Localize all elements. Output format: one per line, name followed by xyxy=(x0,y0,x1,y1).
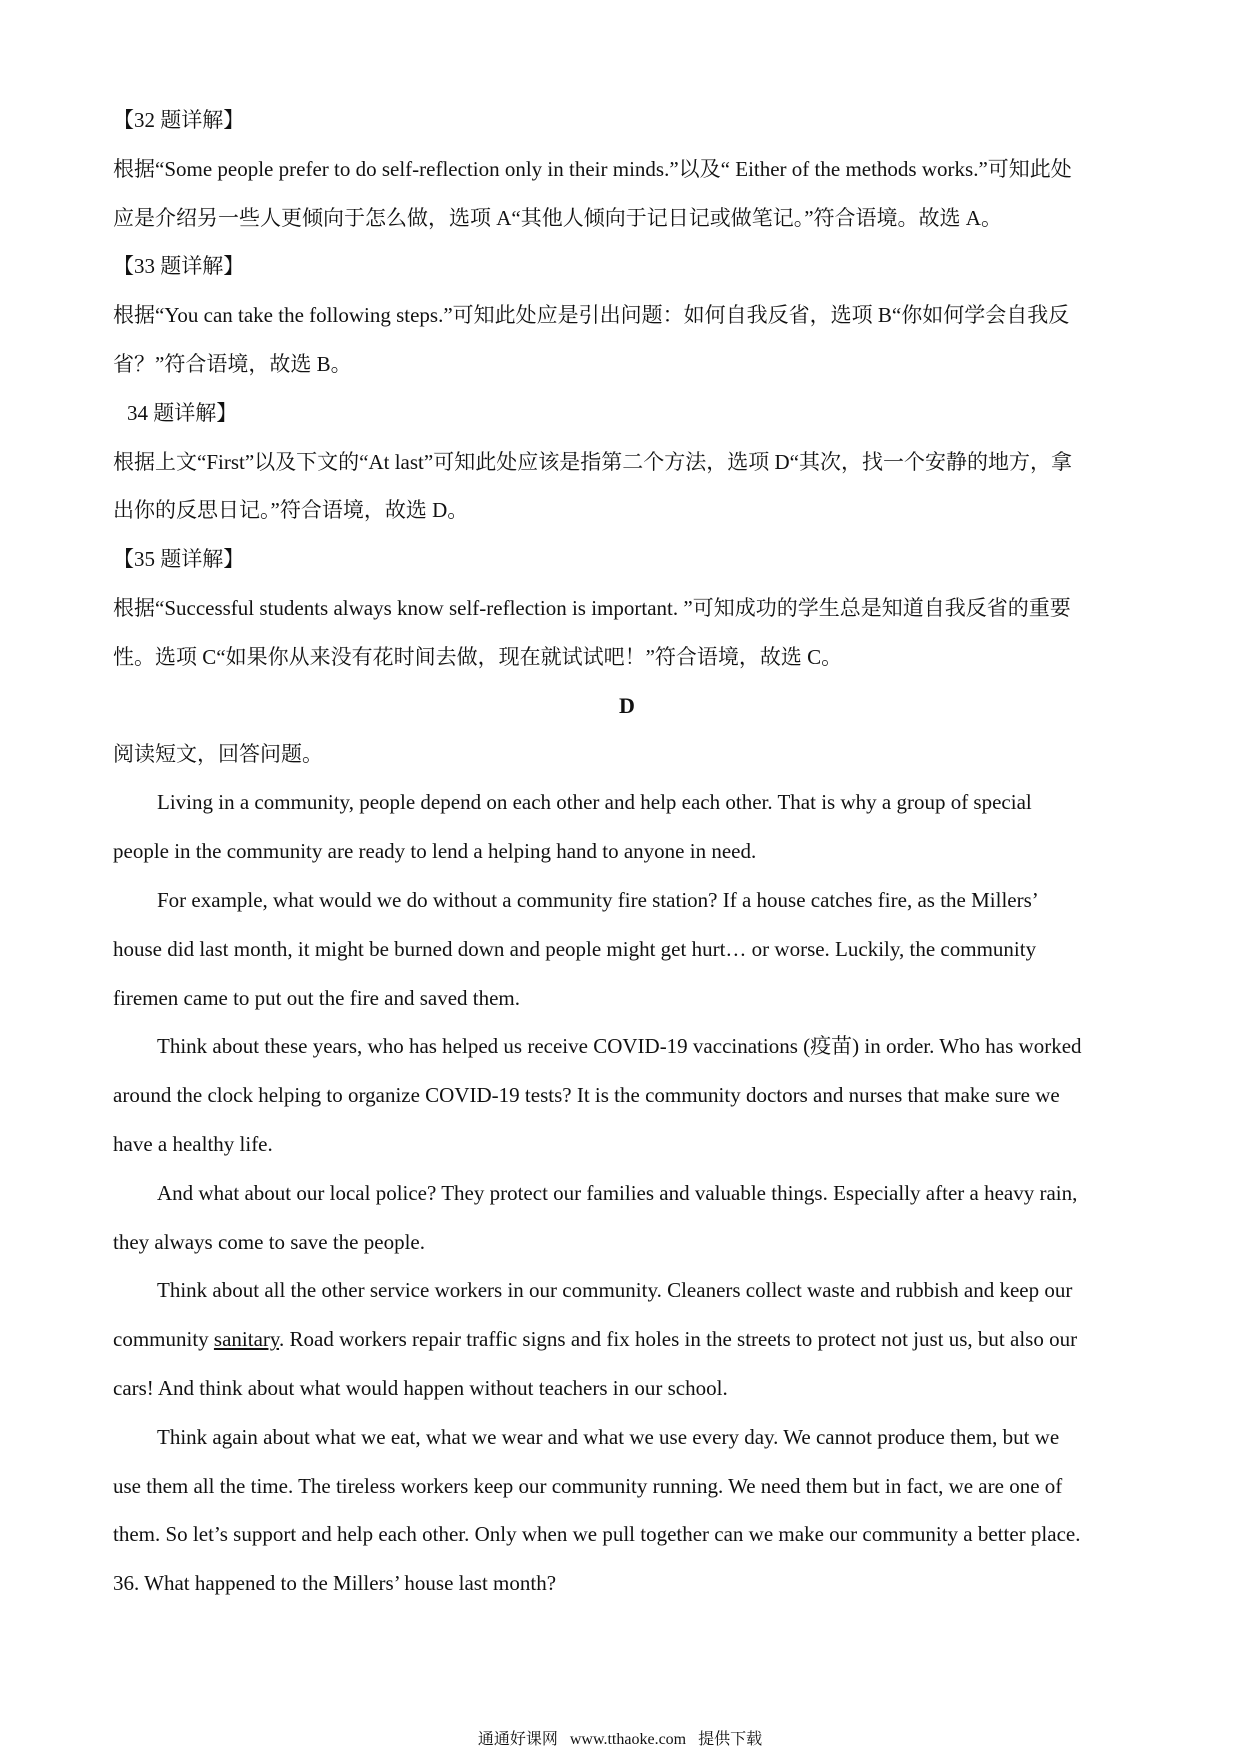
q34-explanation xyxy=(113,389,1123,535)
passage-line: For example, what would we do without a community fire station? If a house catches fire, as the Millers’ xyxy=(157,887,1039,912)
page-footer xyxy=(0,1730,1240,1750)
q34-line-2: 出你的反思日记。”符合语境，故选 D。 xyxy=(113,498,469,523)
passage-line: use them all the time. The tireless workers keep our community running. We need them but in fact, we are one of xyxy=(113,1473,1063,1498)
passage-line: Think about all the other service workers in our community. Cleaners collect waste and rubbish and keep our xyxy=(157,1278,1073,1303)
passage-line: Think about these years, who has helped us receive COVID-19 vaccinations (疫苗) in order. Who has worked xyxy=(157,1034,1082,1059)
q33-explanation xyxy=(113,242,1123,388)
underlined-word-sanitary: sanitary xyxy=(213,1327,280,1352)
q35-heading: 【35 题详解】 xyxy=(113,547,245,572)
q35-explanation xyxy=(113,535,1123,681)
q33-line-1: 根据“You can take the following steps.”可知此处应是引出问题：如何自我反省，选项 B“你如何学会自我反 xyxy=(113,303,1070,328)
footer-note: 提供下载 xyxy=(698,1731,763,1748)
passage-paragraph-1 xyxy=(113,778,1123,876)
q32-heading: 【32 题详解】 xyxy=(113,108,245,132)
passage-line: house did last month, it might be burned down and people might get hurt… or worse. Luckily, the community xyxy=(113,936,1037,961)
q32-line-1: 根据“Some people prefer to do self-reflection only in their minds.”以及“ Either of the methods works.”可知此处 xyxy=(113,156,1072,181)
passage-line: people in the community are ready to lend a helping hand to anyone in need. xyxy=(113,839,757,864)
q32-line-2: 应是介绍另一些人更倾向于怎么做，选项 A“其他人倾向于记日记或做笔记。”符合语境。故选 A。 xyxy=(113,205,1002,230)
q33-line-2: 省？”符合语境，故选 B。 xyxy=(113,351,352,376)
footer-url[interactable]: www.tthaoke.com xyxy=(569,1731,687,1748)
passage-line: Living in a community, people depend on each other and help each other. That is why a group of special xyxy=(157,790,1032,815)
passage-paragraph-6 xyxy=(113,1413,1123,1559)
q35-line-1: 根据“Successful students always know self-reflection is important. ”可知成功的学生总是知道自我反省的重要 xyxy=(113,595,1071,620)
question-36: 36. What happened to the Millers’ house last month? xyxy=(113,1571,557,1596)
passage-paragraph-2 xyxy=(113,876,1123,1022)
passage-line: And what about our local police? They protect our families and valuable things. Especially after a heavy rain, xyxy=(157,1180,1078,1205)
section-title: D xyxy=(619,692,635,718)
reading-passage xyxy=(113,778,1123,1559)
page-content xyxy=(113,96,1123,1608)
passage-paragraph-3 xyxy=(113,1022,1123,1168)
q34-heading: 34 题详解】 xyxy=(127,400,238,425)
passage-line: Think again about what we eat, what we wear and what we use every day. We cannot produce them, but we xyxy=(157,1424,1060,1449)
footer-site-name: 通通好课网 xyxy=(477,1731,558,1748)
passage-line: they always come to save the people. xyxy=(113,1229,425,1254)
section-instruction: 阅读短文，回答问题。 xyxy=(113,741,323,766)
passage-line: have a healthy life. xyxy=(113,1131,273,1156)
passage-paragraph-5 xyxy=(113,1266,1123,1412)
passage-paragraph-4 xyxy=(113,1169,1123,1267)
q34-line-1: 根据上文“First”以及下文的“At last”可知此处应该是指第二个方法，选项 D“其次，找一个安静的地方，拿 xyxy=(113,449,1072,474)
passage-line xyxy=(113,1315,1123,1364)
text-span: community xyxy=(113,1327,214,1352)
passage-line: cars! And think about what would happen without teachers in our school. xyxy=(113,1375,728,1400)
q35-line-2: 性。选项 C“如果你从来没有花时间去做，现在就试试吧！”符合语境，故选 C。 xyxy=(113,644,843,669)
q33-heading: 【33 题详解】 xyxy=(113,254,245,279)
text-span: . Road workers repair traffic signs and fix holes in the streets to protect not just us, but also our xyxy=(279,1327,1078,1352)
passage-line: them. So let’s support and help each other. Only when we pull together can we make our community a better place. xyxy=(113,1522,1081,1547)
passage-line: around the clock helping to organize COVID-19 tests? It is the community doctors and nurses that make sure we xyxy=(113,1083,1060,1108)
passage-line: firemen came to put out the fire and saved them. xyxy=(113,985,521,1010)
q32-explanation xyxy=(113,96,1123,242)
